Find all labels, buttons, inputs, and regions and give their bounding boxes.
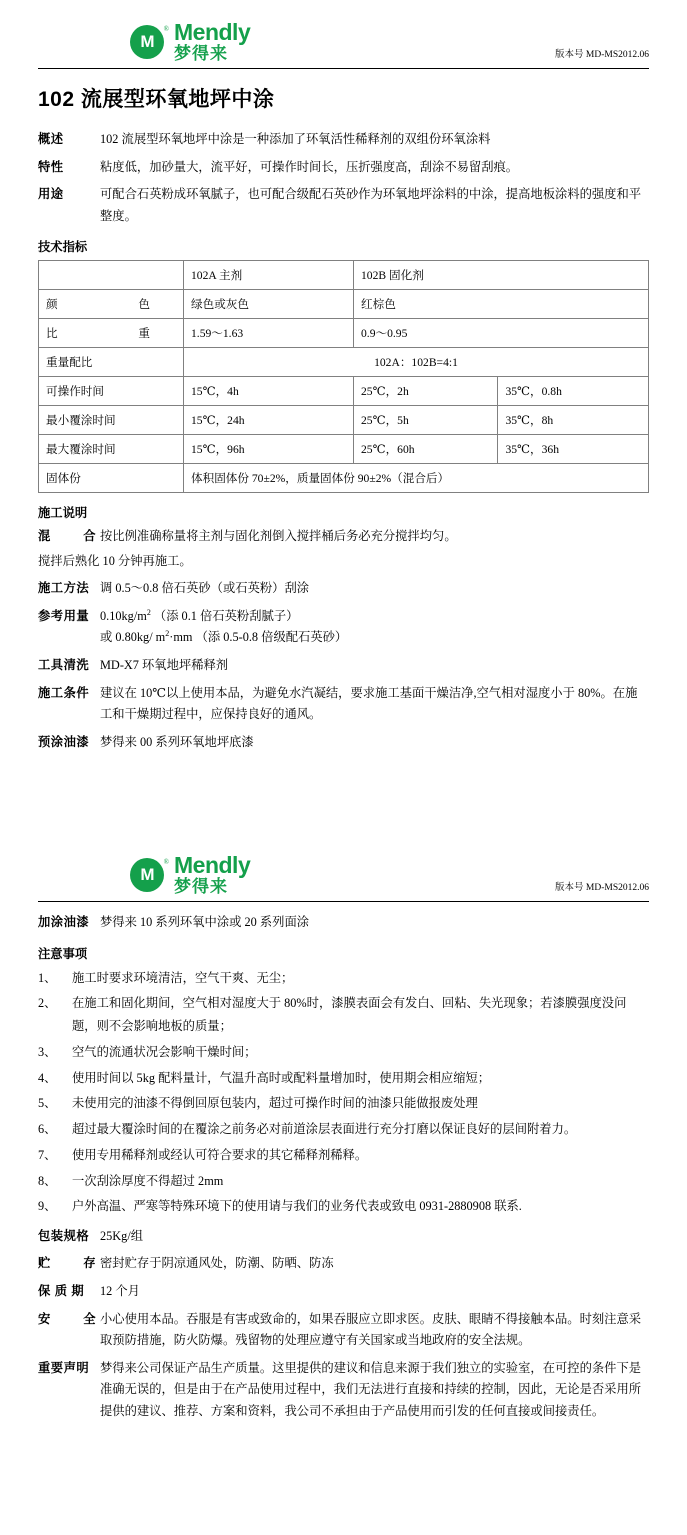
logo-letter: M	[140, 31, 154, 51]
method-label: 施工方法	[38, 581, 90, 596]
shelf-life-text: 12 个月	[100, 1284, 140, 1298]
method-row	[38, 578, 649, 600]
table-row	[39, 377, 649, 406]
cleaning-row	[38, 655, 649, 677]
list-text: 未使用完的油漆不得倒回原包装内，超过可操作时间的油漆只能做报废处理	[72, 1096, 478, 1111]
list-item	[38, 992, 649, 1037]
dosage-value-2: 或 0.80kg/ m	[100, 630, 166, 645]
cleaning-label: 工具清洗	[38, 658, 90, 673]
dosage-note-2: （添 0.5-0.8 倍级配石英砂）	[195, 630, 348, 645]
max-recoat-label: 最大覆涂时间	[39, 435, 184, 464]
table-row	[39, 261, 649, 290]
package-text: 25Kg/组	[100, 1228, 144, 1243]
notes-heading: 注意事项	[38, 946, 88, 961]
dosage-row	[38, 606, 649, 649]
version-number-2: 版本号 MD-MS2012.06	[555, 883, 649, 894]
label-part-b: 重	[138, 327, 150, 341]
package-label: 包装规格	[38, 1228, 90, 1243]
label-part-a: 贮	[38, 1256, 51, 1271]
list-text: 户外高温、严寒等特殊环境下的使用请与我们的业务代表或致电 0931-2880908 联系.	[72, 1199, 522, 1214]
spec-density-a: 1.59～1.63	[184, 319, 354, 348]
logo-name-en: Mendly	[174, 852, 251, 879]
pot-life-v3: 35℃，0.8h	[498, 377, 649, 406]
list-text: 使用时间以 5kg 配料量计，气温升高时或配料量增加时，使用期会相应缩短；	[72, 1070, 491, 1085]
primer-row	[38, 732, 649, 754]
topcoat-row	[38, 912, 649, 934]
logo-name-cn: 梦得来	[174, 877, 228, 897]
logo-name-en: Mendly	[174, 19, 251, 45]
solids-value: 体积固体份 70±2%，质量固体份 90±2%（混合后）	[184, 464, 649, 493]
statement-row	[38, 1358, 649, 1423]
label-part-a: 比	[46, 327, 58, 341]
spec-header-b: 102B 固化剂	[354, 261, 649, 290]
ratio-value: 102A：102B=4:1	[184, 348, 649, 377]
shelf-life-label: 保 质 期	[38, 1284, 85, 1298]
overview-row	[38, 129, 649, 151]
list-index: 1、	[38, 970, 57, 985]
list-item	[38, 1067, 649, 1090]
logo-mark-icon	[130, 25, 168, 59]
primer-text: 梦得来 00 系列环氧地坪底漆	[100, 734, 254, 749]
spec-header-blank	[39, 261, 184, 290]
safety-label	[38, 1309, 100, 1331]
conditions-row	[38, 683, 649, 726]
list-index: 6、	[38, 1122, 57, 1137]
label-part-a: 混	[38, 529, 51, 544]
features-row	[38, 157, 649, 179]
cleaning-text: MD-X7 环氧地坪稀释剂	[100, 658, 229, 673]
list-index: 9、	[38, 1199, 57, 1214]
features-label: 特性	[38, 159, 64, 174]
list-index: 8、	[38, 1173, 57, 1188]
safety-text: 小心使用本品。吞服是有害或致命的，如果吞服应立即求医。皮肤、眼睛不得接触本品。时刻注意采取预防措施，防火防爆。残留物的处理应遵守有关国家或当地政府的安全法规。	[100, 1311, 642, 1348]
shelf-life-row	[38, 1281, 649, 1303]
dosage-sup-2: 2	[165, 629, 170, 639]
list-index: 5、	[38, 1096, 57, 1111]
max-recoat-v1: 15℃，96h	[184, 435, 354, 464]
spec-heading: 技术指标	[38, 240, 88, 255]
list-item	[38, 1170, 649, 1193]
pot-life-label: 可操作时间	[39, 377, 184, 406]
conditions-label: 施工条件	[38, 685, 90, 700]
dosage-sup-1: 2	[146, 607, 151, 617]
table-row	[39, 435, 649, 464]
label-part-b: 全	[83, 1311, 96, 1326]
list-text: 一次刮涂厚度不得超过 2mm	[72, 1173, 224, 1188]
spec-color-a: 绿色或灰色	[184, 290, 354, 319]
storage-text: 密封贮存于阴凉通风处，防潮、防晒、防冻	[100, 1256, 334, 1271]
min-recoat-v3: 35℃，8h	[498, 406, 649, 435]
dosage-tail-2: ·mm	[169, 630, 193, 645]
dosage-value-1: 0.10kg/m	[100, 608, 147, 623]
pot-life-v2: 25℃，2h	[354, 377, 498, 406]
table-row	[39, 290, 649, 319]
list-text: 超过最大覆涂时间的在覆涂之前务必对前道涂层表面进行充分打磨以保证良好的层间附着力。	[72, 1122, 577, 1137]
min-recoat-v1: 15℃，24h	[184, 406, 354, 435]
registered-mark: ®	[163, 857, 169, 866]
dosage-line-1	[100, 606, 649, 628]
label-part-b: 色	[138, 298, 150, 312]
mixing-text: 按比例准确称量将主剂与固化剂倒入搅拌桶后务必充分搅拌均匀。	[100, 529, 457, 544]
list-item	[38, 967, 649, 990]
list-item	[38, 1092, 649, 1115]
page-header	[0, 0, 687, 68]
dosage-note-1: （添 0.1 倍石英粉刮腻子）	[153, 608, 299, 623]
list-text: 在施工和固化期间，空气相对湿度大于 80%时，漆膜表面会有发白、回粘、失光现象；若漆膜强度没问题，则不会影响地板的质量；	[72, 996, 627, 1034]
logo-wordmark	[174, 854, 250, 895]
spec-row-label-density	[39, 319, 184, 348]
company-logo	[130, 21, 250, 62]
list-index: 4、	[38, 1070, 57, 1085]
list-index: 3、	[38, 1044, 57, 1059]
solids-label: 固体份	[39, 464, 184, 493]
header-divider	[38, 68, 649, 69]
registered-mark: ®	[163, 24, 169, 33]
features-text: 粘度低，加砂量大，流平好，可操作时间长，压折强度高，刮涂不易留刮痕。	[100, 159, 519, 174]
mixing-label	[38, 526, 100, 548]
dosage-label: 参考用量	[38, 608, 90, 623]
topcoat-label: 加涂油漆	[38, 915, 90, 930]
table-row	[39, 319, 649, 348]
max-recoat-v2: 25℃，60h	[354, 435, 498, 464]
min-recoat-v2: 25℃，5h	[354, 406, 498, 435]
method-text: 调 0.5～0.8 倍石英砂（或石英粉）刮涂	[100, 581, 310, 596]
storage-row	[38, 1253, 649, 1275]
statement-text: 梦得来公司保证产品生产质量。这里提供的建议和信息来源于我们独立的实验室，在可控的条件下是准确无误的，但是由于在产品使用过程中，我们无法进行直接和持续的控制，因此，无论是否采用所提供的建议、推荐、方案和资料，我公司不承担由于产品使用而引发的任何直接或间接责任。	[100, 1360, 642, 1418]
table-row	[39, 348, 649, 377]
label-part-a: 安	[38, 1311, 51, 1326]
ratio-label: 重量配比	[39, 348, 184, 377]
label-part-a: 颜	[46, 298, 58, 312]
company-logo-2	[130, 854, 250, 895]
page-break-gap	[0, 769, 687, 833]
storage-label	[38, 1253, 100, 1275]
primer-label: 预涂油漆	[38, 734, 90, 749]
usage-row	[38, 184, 649, 227]
list-item	[38, 1144, 649, 1167]
usage-label: 用途	[38, 187, 64, 202]
label-part-b: 存	[83, 1256, 96, 1271]
dosage-line-2	[100, 627, 649, 649]
label-part-b: 合	[83, 529, 96, 544]
logo-letter: M	[140, 864, 154, 884]
document-page-2	[0, 833, 687, 1438]
table-row	[39, 406, 649, 435]
list-index: 7、	[38, 1147, 57, 1162]
logo-name-cn: 梦得来	[174, 44, 228, 63]
usage-text: 可配合石英粉成环氧腻子，也可配合级配石英砂作为环氧地坪涂料的中涂，提高地板涂料的强度和平整度。	[100, 187, 642, 223]
spec-color-b: 红棕色	[354, 290, 649, 319]
logo-wordmark	[174, 21, 250, 62]
version-number: 版本号 MD-MS2012.06	[555, 50, 649, 60]
list-item	[38, 1041, 649, 1064]
spec-density-b: 0.9～0.95	[354, 319, 649, 348]
spec-header-a: 102A 主剂	[184, 261, 354, 290]
list-text: 使用专用稀释剂或经认可符合要求的其它稀释剂稀释。	[72, 1147, 368, 1162]
spec-row-label-color	[39, 290, 184, 319]
safety-row	[38, 1309, 649, 1352]
topcoat-text: 梦得来 10 系列环氧中涂或 20 系列面涂	[100, 915, 310, 930]
page-title: 102 流展型环氧地坪中涂	[38, 88, 275, 111]
page-header-2	[0, 833, 687, 901]
overview-label: 概述	[38, 132, 64, 146]
statement-label: 重要声明	[38, 1360, 90, 1375]
pot-life-v1: 15℃，4h	[184, 377, 354, 406]
construction-heading: 施工说明	[38, 506, 88, 521]
mixing-text-2: 搅拌后熟化 10 分钟再施工。	[38, 553, 192, 568]
list-item	[38, 1195, 649, 1218]
dosage-body	[100, 606, 649, 649]
conditions-text: 建议在 10℃以上使用本品，为避免水汽凝结，要求施工基面干燥洁净,空气相对湿度小于 80%。在施工和干燥期过程中，应保持良好的通风。	[100, 685, 638, 722]
table-row	[39, 464, 649, 493]
list-text: 施工时要求环境清洁，空气干爽、无尘；	[72, 970, 294, 985]
package-row	[38, 1226, 649, 1248]
mixing-row	[38, 526, 649, 548]
list-text: 空气的流通状况会影响干燥时间；	[72, 1044, 257, 1059]
logo-mark-icon	[130, 858, 168, 892]
min-recoat-label: 最小覆涂时间	[39, 406, 184, 435]
list-index: 2、	[38, 996, 57, 1011]
spec-table	[38, 260, 649, 493]
list-item	[38, 1118, 649, 1141]
max-recoat-v3: 35℃，36h	[498, 435, 649, 464]
overview-text: 102 流展型环氧地坪中涂是一种添加了环氧活性稀释剂的双组份环氧涂料	[100, 132, 491, 146]
